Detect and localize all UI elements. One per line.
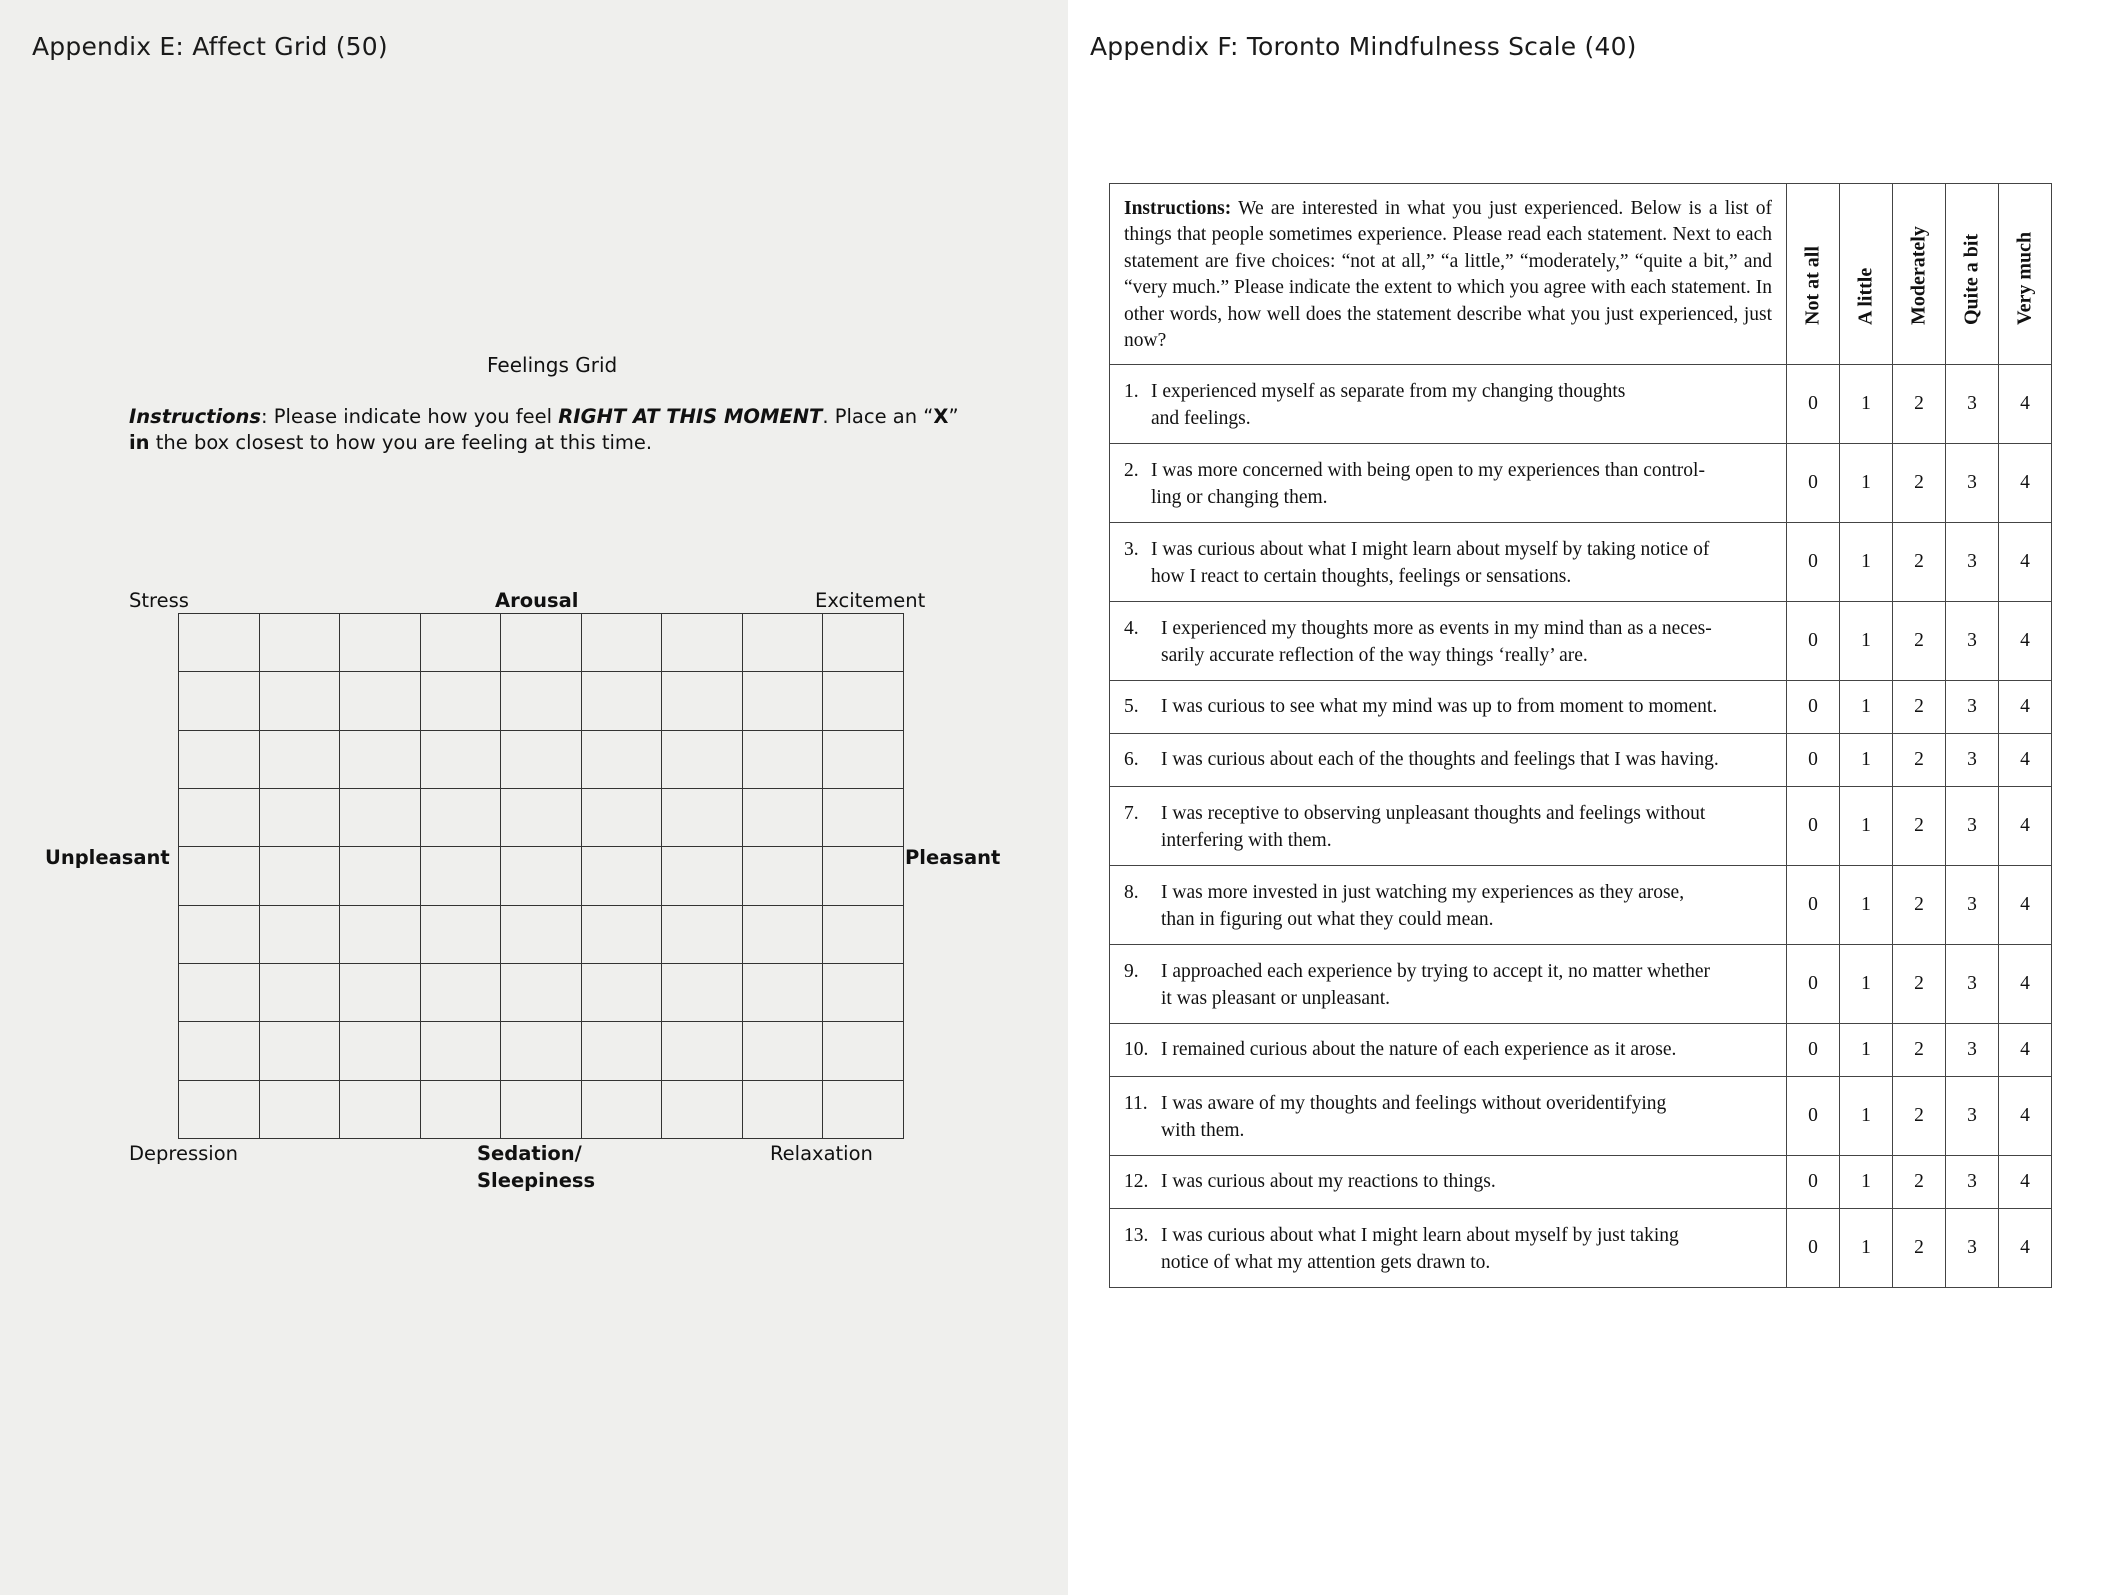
scale-option[interactable]: 0: [1787, 945, 1840, 1024]
grid-cell[interactable]: [742, 1022, 823, 1080]
column-header-quite-a-bit: Quite a bit: [1946, 184, 1999, 365]
table-row: [1110, 444, 2052, 523]
grid-cell[interactable]: [179, 905, 260, 963]
grid-cell[interactable]: [823, 963, 904, 1021]
table-row: [1110, 1209, 2052, 1288]
scale-option[interactable]: 4: [1999, 945, 2052, 1024]
column-header-a-little: A little: [1840, 184, 1893, 365]
table-row: [1110, 1077, 2052, 1156]
grid-cell[interactable]: [420, 788, 501, 846]
grid-cell[interactable]: [340, 1022, 421, 1080]
grid-cell[interactable]: [420, 905, 501, 963]
grid-row: [179, 1080, 904, 1138]
scale-option[interactable]: 1: [1840, 523, 1893, 602]
grid-cell[interactable]: [340, 963, 421, 1021]
statement-line: how I react to certain thoughts, feelings or sensations.: [1151, 565, 1572, 587]
statement-line: I approached each experience by trying to accept it, no matter whether: [1161, 961, 1710, 983]
grid-cell[interactable]: [259, 730, 340, 788]
scale-option[interactable]: 1: [1840, 1156, 1893, 1209]
grid-cell[interactable]: [581, 788, 662, 846]
grid-cell[interactable]: [662, 672, 743, 730]
scale-option[interactable]: 4: [1999, 444, 2052, 523]
scale-option[interactable]: 0: [1787, 365, 1840, 444]
instructions-x-mark: X: [933, 405, 949, 428]
scale-option[interactable]: 2: [1893, 681, 1946, 734]
grid-cell[interactable]: [823, 788, 904, 846]
grid-cell[interactable]: [823, 1080, 904, 1138]
grid-cell[interactable]: [581, 963, 662, 1021]
scale-option[interactable]: 4: [1999, 1209, 2052, 1288]
grid-cell[interactable]: [823, 847, 904, 905]
statement-text: [1161, 801, 1774, 854]
statement-cell: [1110, 523, 1787, 602]
grid-caption: Feelings Grid: [487, 353, 618, 377]
instructions-text-3: ”: [948, 405, 959, 428]
grid-cell[interactable]: [823, 672, 904, 730]
grid-cell[interactable]: [179, 1080, 260, 1138]
grid-row: [179, 847, 904, 905]
scale-option[interactable]: 0: [1787, 1077, 1840, 1156]
grid-cell[interactable]: [179, 614, 260, 672]
statement-cell: [1110, 734, 1787, 787]
grid-cell[interactable]: [340, 905, 421, 963]
statement-number: 3.: [1124, 539, 1139, 561]
statement-line: I was curious about each of the thoughts and feelings that I was having.: [1161, 749, 1719, 771]
scale-option[interactable]: 2: [1893, 444, 1946, 523]
grid-cell[interactable]: [823, 1022, 904, 1080]
scale-option[interactable]: 1: [1840, 1077, 1893, 1156]
scale-option[interactable]: 0: [1787, 602, 1840, 681]
column-header-not-at-all: Not at all: [1787, 184, 1840, 365]
statement-number: 9.: [1124, 961, 1139, 983]
grid-cell[interactable]: [259, 672, 340, 730]
statement-line: I experienced my thoughts more as events in my mind than as a neces-: [1161, 618, 1712, 640]
scale-option[interactable]: 0: [1787, 523, 1840, 602]
scale-option[interactable]: 4: [1999, 1077, 2052, 1156]
grid-cell[interactable]: [259, 1022, 340, 1080]
grid-cell[interactable]: [420, 672, 501, 730]
table-row: [1110, 1156, 2052, 1209]
grid-cell[interactable]: [823, 905, 904, 963]
grid-cell[interactable]: [259, 905, 340, 963]
grid-cell[interactable]: [259, 963, 340, 1021]
tms-table: [1109, 183, 2052, 1288]
grid-row: [179, 963, 904, 1021]
label-sleepiness: Sleepiness: [477, 1169, 596, 1192]
statement-number: 12.: [1124, 1171, 1149, 1193]
statement-line: I was curious about what I might learn about myself by taking notice of: [1151, 539, 1710, 561]
table-row: [1110, 787, 2052, 866]
grid-cell[interactable]: [581, 672, 662, 730]
statement-line: it was pleasant or unpleasant.: [1161, 987, 1391, 1009]
scale-option[interactable]: 0: [1787, 444, 1840, 523]
tms-body: [1110, 365, 2052, 1288]
instructions-in-word: in: [129, 431, 150, 454]
grid-cell[interactable]: [501, 963, 582, 1021]
grid-row: [179, 672, 904, 730]
grid-instructions: [129, 404, 974, 456]
tms-header-row: [1110, 184, 2052, 365]
grid-row: [179, 1022, 904, 1080]
statement-cell: [1110, 681, 1787, 734]
statement-text: [1161, 880, 1774, 933]
table-row: [1110, 681, 2052, 734]
table-row: [1110, 945, 2052, 1024]
statement-text: [1161, 1169, 1774, 1196]
table-row: [1110, 866, 2052, 945]
grid-cell[interactable]: [742, 847, 823, 905]
scale-option[interactable]: 2: [1893, 1209, 1946, 1288]
statement-text: [1161, 616, 1774, 669]
grid-cell[interactable]: [340, 730, 421, 788]
statement-number: 6.: [1124, 749, 1139, 771]
grid-cell[interactable]: [420, 963, 501, 1021]
grid-cell[interactable]: [581, 614, 662, 672]
toronto-mindfulness-panel: [1068, 0, 2126, 1595]
table-row: [1110, 1024, 2052, 1077]
grid-cell[interactable]: [742, 672, 823, 730]
label-unpleasant: Unpleasant: [45, 846, 170, 869]
tms-instructions-text: We are interested in what you just experienced. Below is a list of things that people sometimes experience. Please read each statement. Next to each statement are five choices: “not at all,” “a little,” “moderately,” “quite a bit,” and “very much.” Please indicate the extent to which you agree with each statement. In other words, how well does the statement describe what you just experienced, just now?: [1124, 198, 1772, 352]
statement-line: interfering with them.: [1161, 829, 1332, 851]
column-header-moderately: Moderately: [1893, 184, 1946, 365]
grid-cell[interactable]: [742, 963, 823, 1021]
label-excitement: Excitement: [815, 589, 926, 612]
grid-cell[interactable]: [340, 672, 421, 730]
scale-option[interactable]: 0: [1787, 787, 1840, 866]
statement-number: 10.: [1124, 1039, 1149, 1061]
scale-option[interactable]: 0: [1787, 1156, 1840, 1209]
scale-option[interactable]: 4: [1999, 866, 2052, 945]
statement-text: [1161, 1091, 1774, 1144]
scale-option[interactable]: 3: [1946, 1209, 1999, 1288]
scale-option[interactable]: 2: [1893, 365, 1946, 444]
statement-number: 2.: [1124, 460, 1139, 482]
grid-cell[interactable]: [501, 905, 582, 963]
scale-option[interactable]: 0: [1787, 1024, 1840, 1077]
grid-cell[interactable]: [420, 730, 501, 788]
statement-cell: [1110, 945, 1787, 1024]
grid-cell[interactable]: [501, 788, 582, 846]
statement-cell: [1110, 365, 1787, 444]
grid-cell[interactable]: [179, 672, 260, 730]
grid-row: [179, 730, 904, 788]
grid-cell[interactable]: [662, 788, 743, 846]
statement-line: I was curious about what I might learn about myself by just taking: [1161, 1225, 1679, 1247]
scale-option[interactable]: 4: [1999, 787, 2052, 866]
scale-option[interactable]: 2: [1893, 945, 1946, 1024]
grid-cell[interactable]: [501, 672, 582, 730]
statement-number: 1.: [1124, 381, 1139, 403]
scale-option[interactable]: 3: [1946, 1156, 1999, 1209]
grid-cell[interactable]: [501, 730, 582, 788]
grid-cell[interactable]: [662, 730, 743, 788]
grid-cell[interactable]: [179, 963, 260, 1021]
scale-option[interactable]: 2: [1893, 1077, 1946, 1156]
scale-option[interactable]: 1: [1840, 734, 1893, 787]
statement-line: sarily accurate reflection of the way things ‘really’ are.: [1161, 644, 1588, 666]
scale-option[interactable]: 2: [1893, 787, 1946, 866]
statement-number: 4.: [1124, 618, 1139, 640]
grid-cell[interactable]: [179, 1022, 260, 1080]
scale-option[interactable]: 3: [1946, 1077, 1999, 1156]
statement-number: 13.: [1124, 1225, 1149, 1247]
statement-line: I was curious to see what my mind was up to from moment to moment.: [1161, 696, 1718, 718]
table-row: [1110, 602, 2052, 681]
grid-cell[interactable]: [259, 847, 340, 905]
grid-cell[interactable]: [581, 1080, 662, 1138]
scale-option[interactable]: 1: [1840, 1209, 1893, 1288]
grid-cell[interactable]: [662, 963, 743, 1021]
statement-text: [1161, 959, 1774, 1012]
scale-option[interactable]: 1: [1840, 681, 1893, 734]
grid-cell[interactable]: [179, 847, 260, 905]
statement-line: ling or changing them.: [1151, 486, 1328, 508]
statement-text: [1151, 537, 1774, 590]
scale-option[interactable]: 3: [1946, 734, 1999, 787]
grid-cell[interactable]: [662, 614, 743, 672]
scale-option[interactable]: 0: [1787, 866, 1840, 945]
label-sedation: Sedation/: [477, 1142, 582, 1165]
scale-option[interactable]: 3: [1946, 681, 1999, 734]
scale-option[interactable]: 2: [1893, 1156, 1946, 1209]
grid-cell[interactable]: [501, 614, 582, 672]
grid-cell[interactable]: [662, 1080, 743, 1138]
scale-option[interactable]: 4: [1999, 602, 2052, 681]
statement-text: [1151, 379, 1774, 432]
grid-cell[interactable]: [340, 847, 421, 905]
grid-cell[interactable]: [742, 905, 823, 963]
grid-row: [179, 905, 904, 963]
grid-row: [179, 788, 904, 846]
scale-option[interactable]: 2: [1893, 734, 1946, 787]
scale-option[interactable]: 2: [1893, 523, 1946, 602]
scale-option[interactable]: 3: [1946, 444, 1999, 523]
table-row: [1110, 523, 2052, 602]
appendix-e-title: Appendix E: Affect Grid (50): [32, 32, 388, 61]
grid-cell[interactable]: [581, 847, 662, 905]
statement-text: [1161, 694, 1774, 721]
statement-line: than in figuring out what they could mean.: [1161, 908, 1494, 930]
statement-cell: [1110, 787, 1787, 866]
table-row: [1110, 365, 2052, 444]
tms-instructions: [1110, 184, 1787, 365]
scale-option[interactable]: 4: [1999, 1024, 2052, 1077]
statement-number: 5.: [1124, 696, 1139, 718]
scale-option[interactable]: 2: [1893, 1024, 1946, 1077]
statement-cell: [1110, 1209, 1787, 1288]
scale-option[interactable]: 1: [1840, 365, 1893, 444]
statement-cell: [1110, 602, 1787, 681]
scale-option[interactable]: 4: [1999, 681, 2052, 734]
grid-cell[interactable]: [501, 1022, 582, 1080]
label-stress: Stress: [129, 589, 189, 612]
instructions-text-1: : Please indicate how you feel: [261, 405, 559, 428]
statement-cell: [1110, 444, 1787, 523]
scale-option[interactable]: 4: [1999, 365, 2052, 444]
statement-number: 11.: [1124, 1093, 1148, 1115]
statement-number: 7.: [1124, 803, 1139, 825]
statement-line: I experienced myself as separate from my changing thoughts: [1151, 381, 1626, 403]
statement-line: I remained curious about the nature of each experience as it arose.: [1161, 1039, 1677, 1061]
statement-cell: [1110, 1077, 1787, 1156]
statement-line: I was aware of my thoughts and feelings without overidentifying: [1161, 1093, 1667, 1115]
grid-cell[interactable]: [823, 730, 904, 788]
grid-cell[interactable]: [581, 730, 662, 788]
statement-text: [1161, 1037, 1774, 1064]
grid-cell[interactable]: [823, 614, 904, 672]
grid-cell[interactable]: [179, 788, 260, 846]
table-row: [1110, 734, 2052, 787]
grid-cell[interactable]: [259, 614, 340, 672]
scale-option[interactable]: 4: [1999, 523, 2052, 602]
grid-row: [179, 614, 904, 672]
grid-cell[interactable]: [420, 614, 501, 672]
scale-option[interactable]: 3: [1946, 602, 1999, 681]
grid-cell[interactable]: [259, 788, 340, 846]
statement-line: and feelings.: [1151, 407, 1251, 429]
scale-option[interactable]: 1: [1840, 866, 1893, 945]
scale-option[interactable]: 3: [1946, 365, 1999, 444]
grid-cell[interactable]: [501, 1080, 582, 1138]
grid-cell[interactable]: [259, 1080, 340, 1138]
statement-number: 8.: [1124, 882, 1139, 904]
grid-cell[interactable]: [581, 1022, 662, 1080]
grid-cell[interactable]: [501, 847, 582, 905]
scale-option[interactable]: 2: [1893, 866, 1946, 945]
statement-line: with them.: [1161, 1119, 1245, 1141]
grid-cell[interactable]: [742, 1080, 823, 1138]
grid-cell[interactable]: [662, 847, 743, 905]
statement-cell: [1110, 1024, 1787, 1077]
instructions-text-2: . Place an “: [822, 405, 934, 428]
label-pleasant: Pleasant: [905, 846, 1001, 869]
grid-cell[interactable]: [662, 905, 743, 963]
tms-instructions-label: Instructions:: [1124, 198, 1232, 219]
label-relaxation: Relaxation: [770, 1142, 873, 1165]
statement-text: [1161, 747, 1774, 774]
scale-option[interactable]: 3: [1946, 866, 1999, 945]
scale-option[interactable]: 4: [1999, 734, 2052, 787]
instructions-text-4: the box closest to how you are feeling at this time.: [149, 431, 653, 454]
grid-cell[interactable]: [340, 1080, 421, 1138]
statement-line: notice of what my attention gets drawn to.: [1161, 1251, 1491, 1273]
grid-cell[interactable]: [420, 847, 501, 905]
grid-cell[interactable]: [420, 1080, 501, 1138]
scale-option[interactable]: 3: [1946, 1024, 1999, 1077]
grid-cell[interactable]: [340, 788, 421, 846]
grid-cell[interactable]: [340, 614, 421, 672]
statement-cell: [1110, 1156, 1787, 1209]
scale-option[interactable]: 1: [1840, 1024, 1893, 1077]
statement-text: [1151, 458, 1774, 511]
statement-line: I was receptive to observing unpleasant thoughts and feelings without: [1161, 803, 1706, 825]
scale-option[interactable]: 3: [1946, 945, 1999, 1024]
grid-cell[interactable]: [742, 614, 823, 672]
scale-option[interactable]: 0: [1787, 1209, 1840, 1288]
scale-option[interactable]: 1: [1840, 945, 1893, 1024]
statement-cell: [1110, 866, 1787, 945]
scale-option[interactable]: 0: [1787, 681, 1840, 734]
scale-option[interactable]: 1: [1840, 602, 1893, 681]
scale-option[interactable]: 4: [1999, 1156, 2052, 1209]
grid-cell[interactable]: [179, 730, 260, 788]
instructions-label: Instructions: [129, 405, 262, 428]
grid-cell[interactable]: [742, 788, 823, 846]
appendix-f-title: Appendix F: Toronto Mindfulness Scale (40): [1090, 32, 1637, 61]
scale-option[interactable]: 3: [1946, 523, 1999, 602]
scale-option[interactable]: 1: [1840, 787, 1893, 866]
statement-line: I was curious about my reactions to things.: [1161, 1171, 1496, 1193]
label-depression: Depression: [129, 1142, 239, 1165]
scale-option[interactable]: 1: [1840, 444, 1893, 523]
scale-option[interactable]: 2: [1893, 602, 1946, 681]
column-header-very-much: Very much: [1999, 184, 2052, 365]
statement-line: I was more invested in just watching my experiences as they arose,: [1161, 882, 1685, 904]
affect-grid: [178, 613, 904, 1139]
scale-option[interactable]: 3: [1946, 787, 1999, 866]
label-arousal: Arousal: [495, 589, 579, 612]
grid-cell[interactable]: [662, 1022, 743, 1080]
grid-cell[interactable]: [420, 1022, 501, 1080]
statement-line: I was more concerned with being open to my experiences than control-: [1151, 460, 1705, 482]
instructions-emphasis: RIGHT AT THIS MOMENT: [558, 405, 823, 428]
statement-text: [1161, 1223, 1774, 1276]
scale-option[interactable]: 0: [1787, 734, 1840, 787]
grid-cell[interactable]: [581, 905, 662, 963]
grid-cell[interactable]: [742, 730, 823, 788]
